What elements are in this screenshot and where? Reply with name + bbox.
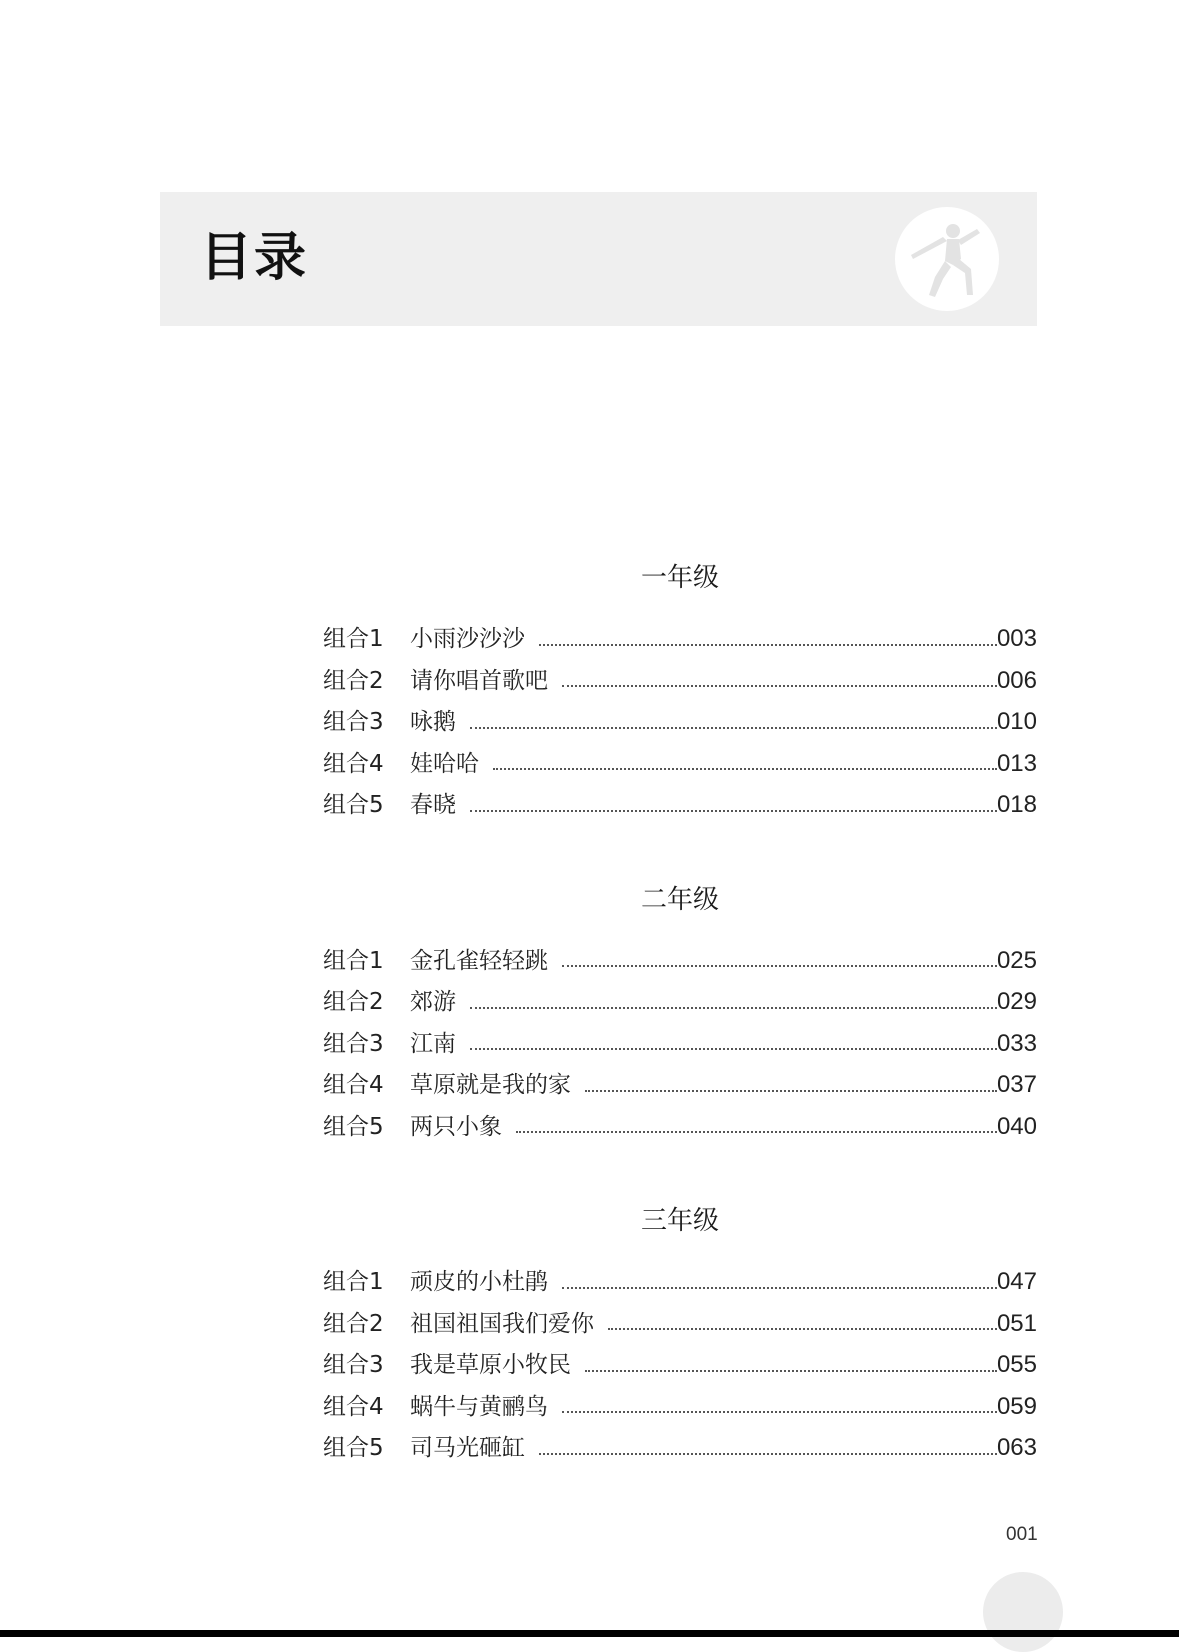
entry-number: 组合5 [323, 792, 384, 818]
dot-leader [470, 727, 997, 729]
toc-entry[interactable] [323, 940, 1037, 982]
entry-number: 组合3 [323, 1030, 384, 1057]
entry-title: 我是草原小牧民 [410, 1352, 571, 1378]
entry-number: 组合2 [323, 1310, 384, 1337]
entry-page-number: 010 [996, 708, 1037, 735]
toc-entry[interactable] [323, 1023, 1037, 1065]
entry-page-number: 006 [996, 666, 1037, 694]
entry-page-number: 047 [996, 1268, 1037, 1295]
dot-leader [470, 810, 997, 812]
toc-entry[interactable] [323, 784, 1037, 826]
toc-section [323, 1203, 1037, 1469]
entry-number: 组合1 [323, 1269, 384, 1295]
entry-title: 司马光砸缸 [410, 1435, 525, 1461]
entry-number: 组合1 [323, 947, 384, 974]
toc-entry[interactable] [323, 701, 1037, 743]
toc-entry-list [323, 1261, 1037, 1469]
table-of-contents [323, 560, 1037, 1469]
toc-entry[interactable] [323, 1427, 1037, 1469]
entry-title: 蜗牛与黄鹂鸟 [410, 1393, 548, 1420]
dot-leader [608, 1328, 997, 1330]
entry-page-number: 033 [996, 1029, 1037, 1057]
dot-leader [470, 1048, 997, 1050]
toc-entry[interactable] [323, 660, 1037, 702]
dancer-icon [895, 207, 999, 311]
toc-entry[interactable] [323, 1303, 1037, 1345]
toc-entry[interactable] [323, 1386, 1037, 1428]
toc-section [323, 560, 1037, 826]
entry-title: 两只小象 [410, 1113, 502, 1140]
entry-number: 组合3 [323, 1352, 384, 1378]
entry-title: 小雨沙沙沙 [410, 626, 525, 652]
entry-number: 组合3 [323, 709, 384, 735]
dot-leader [562, 1411, 997, 1413]
entry-number: 组合2 [323, 667, 384, 694]
entry-title: 金孔雀轻轻跳 [410, 947, 548, 974]
toc-entry-list [323, 940, 1037, 1148]
dot-leader [539, 1453, 997, 1455]
entry-page-number: 018 [996, 791, 1037, 818]
section-title: 三年级 [640, 1206, 719, 1236]
toc-section [323, 882, 1037, 1148]
entry-title: 春晓 [410, 792, 456, 818]
toc-entry[interactable] [323, 743, 1037, 785]
dot-leader [539, 644, 997, 646]
toc-entry[interactable] [323, 1064, 1037, 1106]
toc-entry[interactable] [323, 1344, 1037, 1386]
entry-title: 郊游 [410, 989, 456, 1015]
toc-entry-list [323, 618, 1037, 826]
entry-page-number: 059 [996, 1392, 1037, 1420]
entry-number: 组合4 [323, 750, 384, 777]
entry-title: 咏鹅 [410, 709, 456, 735]
entry-number: 组合5 [323, 1113, 384, 1140]
dot-leader [562, 685, 997, 687]
dot-leader [562, 965, 997, 967]
section-title: 一年级 [640, 563, 719, 593]
page-number: 001 [1006, 1524, 1038, 1545]
entry-number: 组合2 [323, 989, 384, 1015]
bottom-bar [0, 1630, 1179, 1637]
entry-page-number: 003 [996, 625, 1037, 652]
entry-title: 顽皮的小杜鹃 [410, 1269, 548, 1295]
dot-leader [470, 1007, 997, 1009]
entry-title: 祖国祖国我们爱你 [410, 1310, 594, 1337]
entry-number: 组合5 [323, 1435, 384, 1461]
entry-page-number: 025 [996, 946, 1037, 974]
entry-number: 组合4 [323, 1393, 384, 1420]
dot-leader [585, 1090, 997, 1092]
entry-title: 请你唱首歌吧 [410, 667, 548, 694]
entry-page-number: 040 [996, 1112, 1037, 1140]
title-banner [160, 192, 1037, 326]
toc-entry[interactable] [323, 1106, 1037, 1148]
toc-entry[interactable] [323, 981, 1037, 1023]
entry-page-number: 063 [996, 1434, 1037, 1461]
toc-entry[interactable] [323, 1261, 1037, 1303]
dot-leader [562, 1287, 997, 1289]
entry-page-number: 029 [996, 988, 1037, 1015]
entry-page-number: 037 [996, 1071, 1037, 1098]
entry-page-number: 055 [996, 1351, 1037, 1378]
entry-page-number: 013 [996, 749, 1037, 777]
entry-title: 草原就是我的家 [410, 1072, 571, 1098]
entry-number: 组合4 [323, 1072, 384, 1098]
dot-leader [493, 768, 997, 770]
toc-entry[interactable] [323, 618, 1037, 660]
entry-title: 娃哈哈 [410, 750, 479, 777]
dot-leader [516, 1131, 997, 1133]
section-title: 二年级 [640, 884, 719, 915]
entry-title: 江南 [410, 1030, 456, 1057]
page-title: 目录 [200, 228, 309, 288]
corner-decoration [983, 1572, 1063, 1652]
dot-leader [585, 1370, 997, 1372]
entry-number: 组合1 [323, 626, 384, 652]
entry-page-number: 051 [996, 1309, 1037, 1337]
